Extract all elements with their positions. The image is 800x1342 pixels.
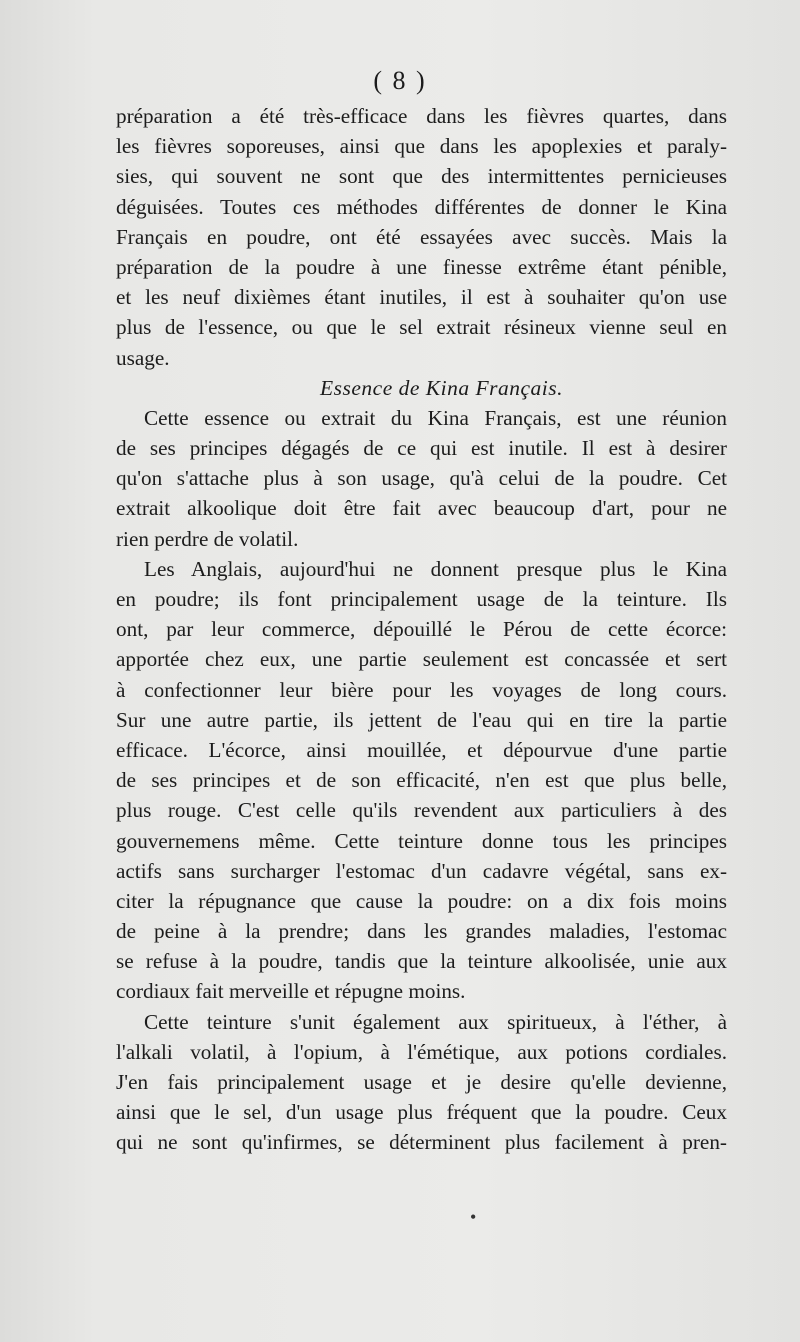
text-line: rien perdre de volatil. bbox=[116, 526, 299, 551]
text-line: ainsi que le sel, d'un usage plus fréquent que la poudre. Ceux bbox=[116, 1100, 727, 1125]
text-line: Cette essence ou extrait du Kina Français, est une réunion bbox=[144, 405, 727, 430]
text-line: l'alkali volatil, à l'opium, à l'émétique, aux potions cordiales. bbox=[116, 1039, 727, 1064]
text-line: se refuse à la poudre, tandis que la teinture alkoolisée, unie aux bbox=[116, 949, 727, 974]
text-line: Cette teinture s'unit également aux spiritueux, à l'éther, à bbox=[144, 1009, 727, 1034]
text-line: les fièvres soporeuses, ainsi que dans les apoplexies et paraly- bbox=[116, 134, 727, 159]
text-line: préparation de la poudre à une finesse extrême étant pénible, bbox=[116, 254, 727, 279]
text-line: en poudre; ils font principalement usage de la teinture. Ils bbox=[116, 587, 727, 611]
text-line: de ses principes et de son efficacité, n'en est que plus belle, bbox=[116, 768, 727, 793]
text-line: à confectionner leur bière pour les voyages de long cours. bbox=[116, 677, 727, 702]
page-number: ( 8 ) bbox=[373, 66, 427, 95]
text-line: plus de l'essence, ou que le sel extrait résineux vienne seul en bbox=[116, 315, 727, 340]
text-line: efficace. L'écorce, ainsi mouillée, et dépourvue d'une partie bbox=[116, 737, 727, 762]
text-line: de peine à la prendre; dans les grandes maladies, l'estomac bbox=[116, 919, 727, 944]
footer-mark: • bbox=[470, 1207, 477, 1227]
text-line: apportée chez eux, une partie seulement est concassée et sert bbox=[116, 647, 727, 672]
text-line: qui ne sont qu'infirmes, se déterminent plus facilement à pren- bbox=[116, 1130, 727, 1155]
text-line: citer la répugnance que cause la poudre: on a dix fois moins bbox=[116, 888, 727, 913]
text-line: déguisées. Toutes ces méthodes différentes de donner le Kina bbox=[116, 194, 727, 219]
text-line: préparation a été très-efficace dans les fièvres quartes, dans bbox=[116, 104, 727, 128]
text-line: de ses principes dégagés de ce qui est inutile. Il est à desirer bbox=[116, 436, 727, 461]
text-line: plus rouge. C'est celle qu'ils revendent aux particuliers à des bbox=[116, 798, 727, 823]
text-line: Les Anglais, aujourd'hui ne donnent presque plus le Kina bbox=[144, 556, 727, 581]
section-heading: Essence de Kina Français. bbox=[320, 375, 563, 400]
text-line: sies, qui souvent ne sont que des intermittentes pernicieuses bbox=[116, 164, 727, 189]
text-line: gouvernemens même. Cette teinture donne tous les principes bbox=[116, 828, 727, 853]
text-line: extrait alkoolique doit être fait avec beaucoup d'art, pour ne bbox=[116, 496, 727, 521]
text-line: qu'on s'attache plus à son usage, qu'à celui de la poudre. Cet bbox=[116, 466, 727, 491]
text-line: et les neuf dixièmes étant inutiles, il est à souhaiter qu'on use bbox=[116, 285, 727, 310]
text-line: Sur une autre partie, ils jettent de l'eau qui en tire la partie bbox=[116, 707, 727, 732]
text-line: J'en fais principalement usage et je desire qu'elle devienne, bbox=[116, 1070, 727, 1094]
text-line: ont, par leur commerce, dépouillé le Pérou de cette écorce: bbox=[116, 617, 727, 642]
text-line: cordiaux fait merveille et répugne moins. bbox=[116, 979, 466, 1004]
text-line: actifs sans surcharger l'estomac d'un cadavre végétal, sans ex- bbox=[116, 858, 727, 883]
body-text bbox=[116, 101, 727, 1158]
text-line: usage. bbox=[116, 345, 170, 370]
text-line: Français en poudre, ont été essayées avec succès. Mais la bbox=[116, 224, 727, 249]
